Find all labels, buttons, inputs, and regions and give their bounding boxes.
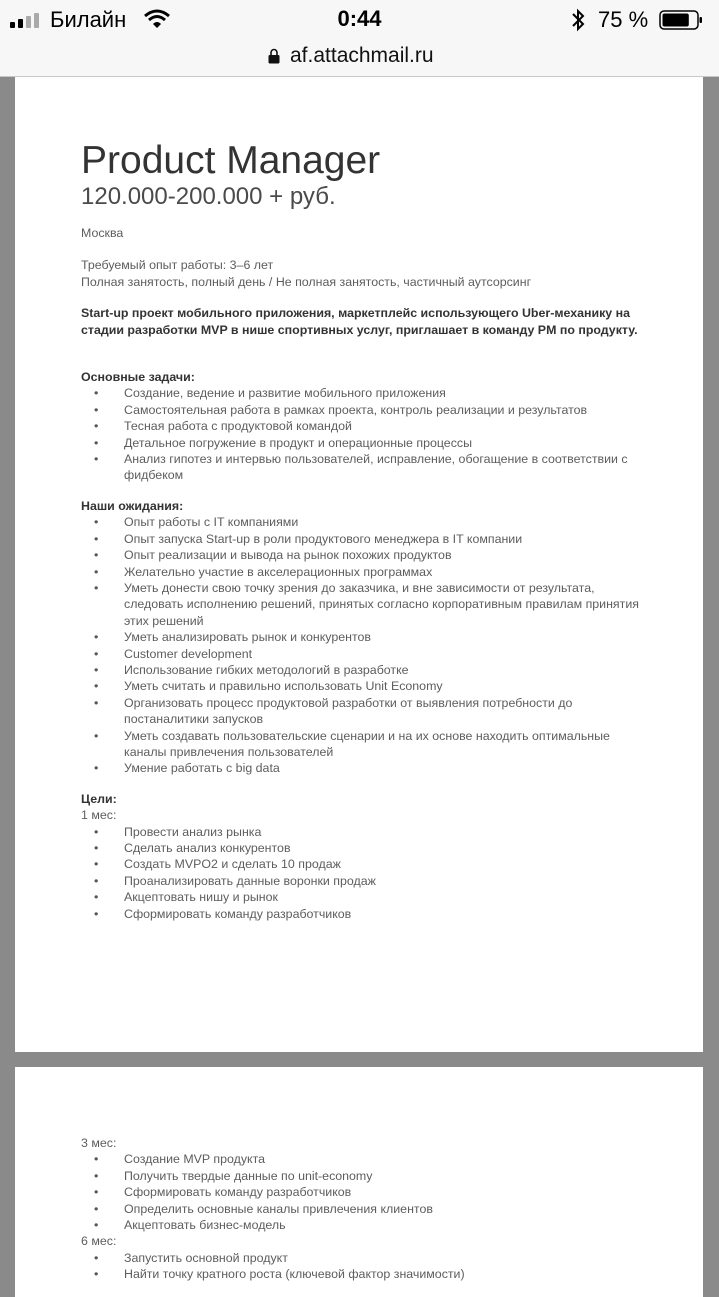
expectations-heading: Наши ожидания:: [81, 498, 184, 513]
address-bar[interactable]: [0, 40, 719, 77]
list-item: • Акцептовать бизнес-модель: [81, 1217, 651, 1233]
list-item: • Создать MVPO2 и сделать 10 продаж: [81, 856, 651, 872]
list-item: • Сделать анализ конкурентов: [81, 840, 651, 856]
carrier-name: Билайн: [50, 7, 127, 32]
list-item: • Customer development: [81, 646, 651, 662]
list-item: • Уметь создавать пользовательские сценарии и на их основе находить оптимальные каналы привлечения пользователей: [81, 728, 651, 761]
list-item: • Желательно участие в акселерационных программах: [81, 564, 651, 580]
list-item: • Опыт работы с IT компаниями: [81, 514, 651, 530]
month3-list: [81, 1151, 651, 1233]
month6-label: 6 мес:: [81, 1234, 117, 1249]
list-item: • Детальное погружение в продукт и операционные процессы: [81, 435, 651, 451]
list-item: • Анализ гипотез и интервью пользователей, исправление, обогащение в соответствии с фидбеком: [81, 451, 651, 484]
list-item: • Организовать процесс продуктовой разработки от выявления потребности до постаналитики запусков: [81, 695, 651, 728]
month1-list: [81, 824, 651, 922]
lock-icon: [268, 48, 280, 64]
list-item: • Проанализировать данные воронки продаж: [81, 873, 651, 889]
document-page-2: [15, 1067, 703, 1297]
list-item: • Уметь считать и правильно использовать Unit Economy: [81, 678, 651, 694]
list-item: • Запустить основной продукт: [81, 1250, 651, 1266]
document-page-1: [15, 77, 703, 1052]
list-item: • Уметь анализировать рынок и конкурентов: [81, 629, 651, 645]
bluetooth-icon: [570, 8, 586, 32]
list-item: • Уметь донести свою точку зрения до заказчика, и вне зависимости от результата, следовать исполнению решений, принятых согласно корпоративным правилам принятия этих решений: [81, 580, 651, 629]
battery-icon: [659, 10, 703, 30]
intro-text: Start-up проект мобильного приложения, маркетплейс использующего Uber-механику на стадии разработки MVP в нише спортивных услуг, приглашает в команду PM по продукту.: [81, 306, 638, 337]
tasks-heading: Основные задачи:: [81, 370, 195, 385]
list-item: • Акцептовать нишу и рынок: [81, 889, 651, 905]
list-item: • Создание MVP продукта: [81, 1151, 651, 1167]
experience: Требуемый опыт работы: 3–6 лет: [81, 258, 274, 273]
list-item: • Сформировать команду разработчиков: [81, 1184, 651, 1200]
month3-label: 3 мес:: [81, 1136, 117, 1150]
expectations-list: [81, 514, 651, 777]
month1-label: 1 мес:: [81, 808, 117, 823]
clock: 0:44: [337, 6, 382, 31]
list-item: • Сформировать команду разработчиков: [81, 906, 651, 922]
list-item: • Тесная работа с продуктовой командой: [81, 418, 651, 434]
list-item: • Самостоятельная работа в рамках проекта, контроль реализации и результатов: [81, 402, 651, 418]
tasks-list: [81, 385, 651, 483]
battery-percent: 75 %: [598, 7, 649, 32]
status-bar: [0, 0, 719, 40]
list-item: • Использование гибких методологий в разработке: [81, 662, 651, 678]
list-item: • Умение работать с big data: [81, 760, 651, 776]
list-item: • Создание, ведение и развитие мобильного приложения: [81, 385, 651, 401]
goals-heading: Цели:: [81, 791, 117, 806]
job-title: Product Manager: [81, 139, 381, 182]
list-item: • Получить твердые данные по unit-economy: [81, 1168, 651, 1184]
list-item: • Определить основные каналы привлечения клиентов: [81, 1201, 651, 1217]
list-item: • Провести анализ рынка: [81, 824, 651, 840]
employment: Полная занятость, полный день / Не полная занятость, частичный аутсорсинг: [81, 274, 532, 289]
list-item: • Опыт реализации и вывода на рынок похожих продуктов: [81, 547, 651, 563]
url-text[interactable]: af.attachmail.ru: [290, 44, 434, 67]
month6-list: [81, 1250, 651, 1283]
city: Москва: [81, 226, 124, 240]
list-item: • Опыт запуска Start-up в роли продуктового менеджера в IT компании: [81, 531, 651, 547]
list-item: • Найти точку кратного роста (ключевой фактор значимости): [81, 1266, 651, 1282]
salary: 120.000-200.000 + руб.: [81, 183, 336, 210]
